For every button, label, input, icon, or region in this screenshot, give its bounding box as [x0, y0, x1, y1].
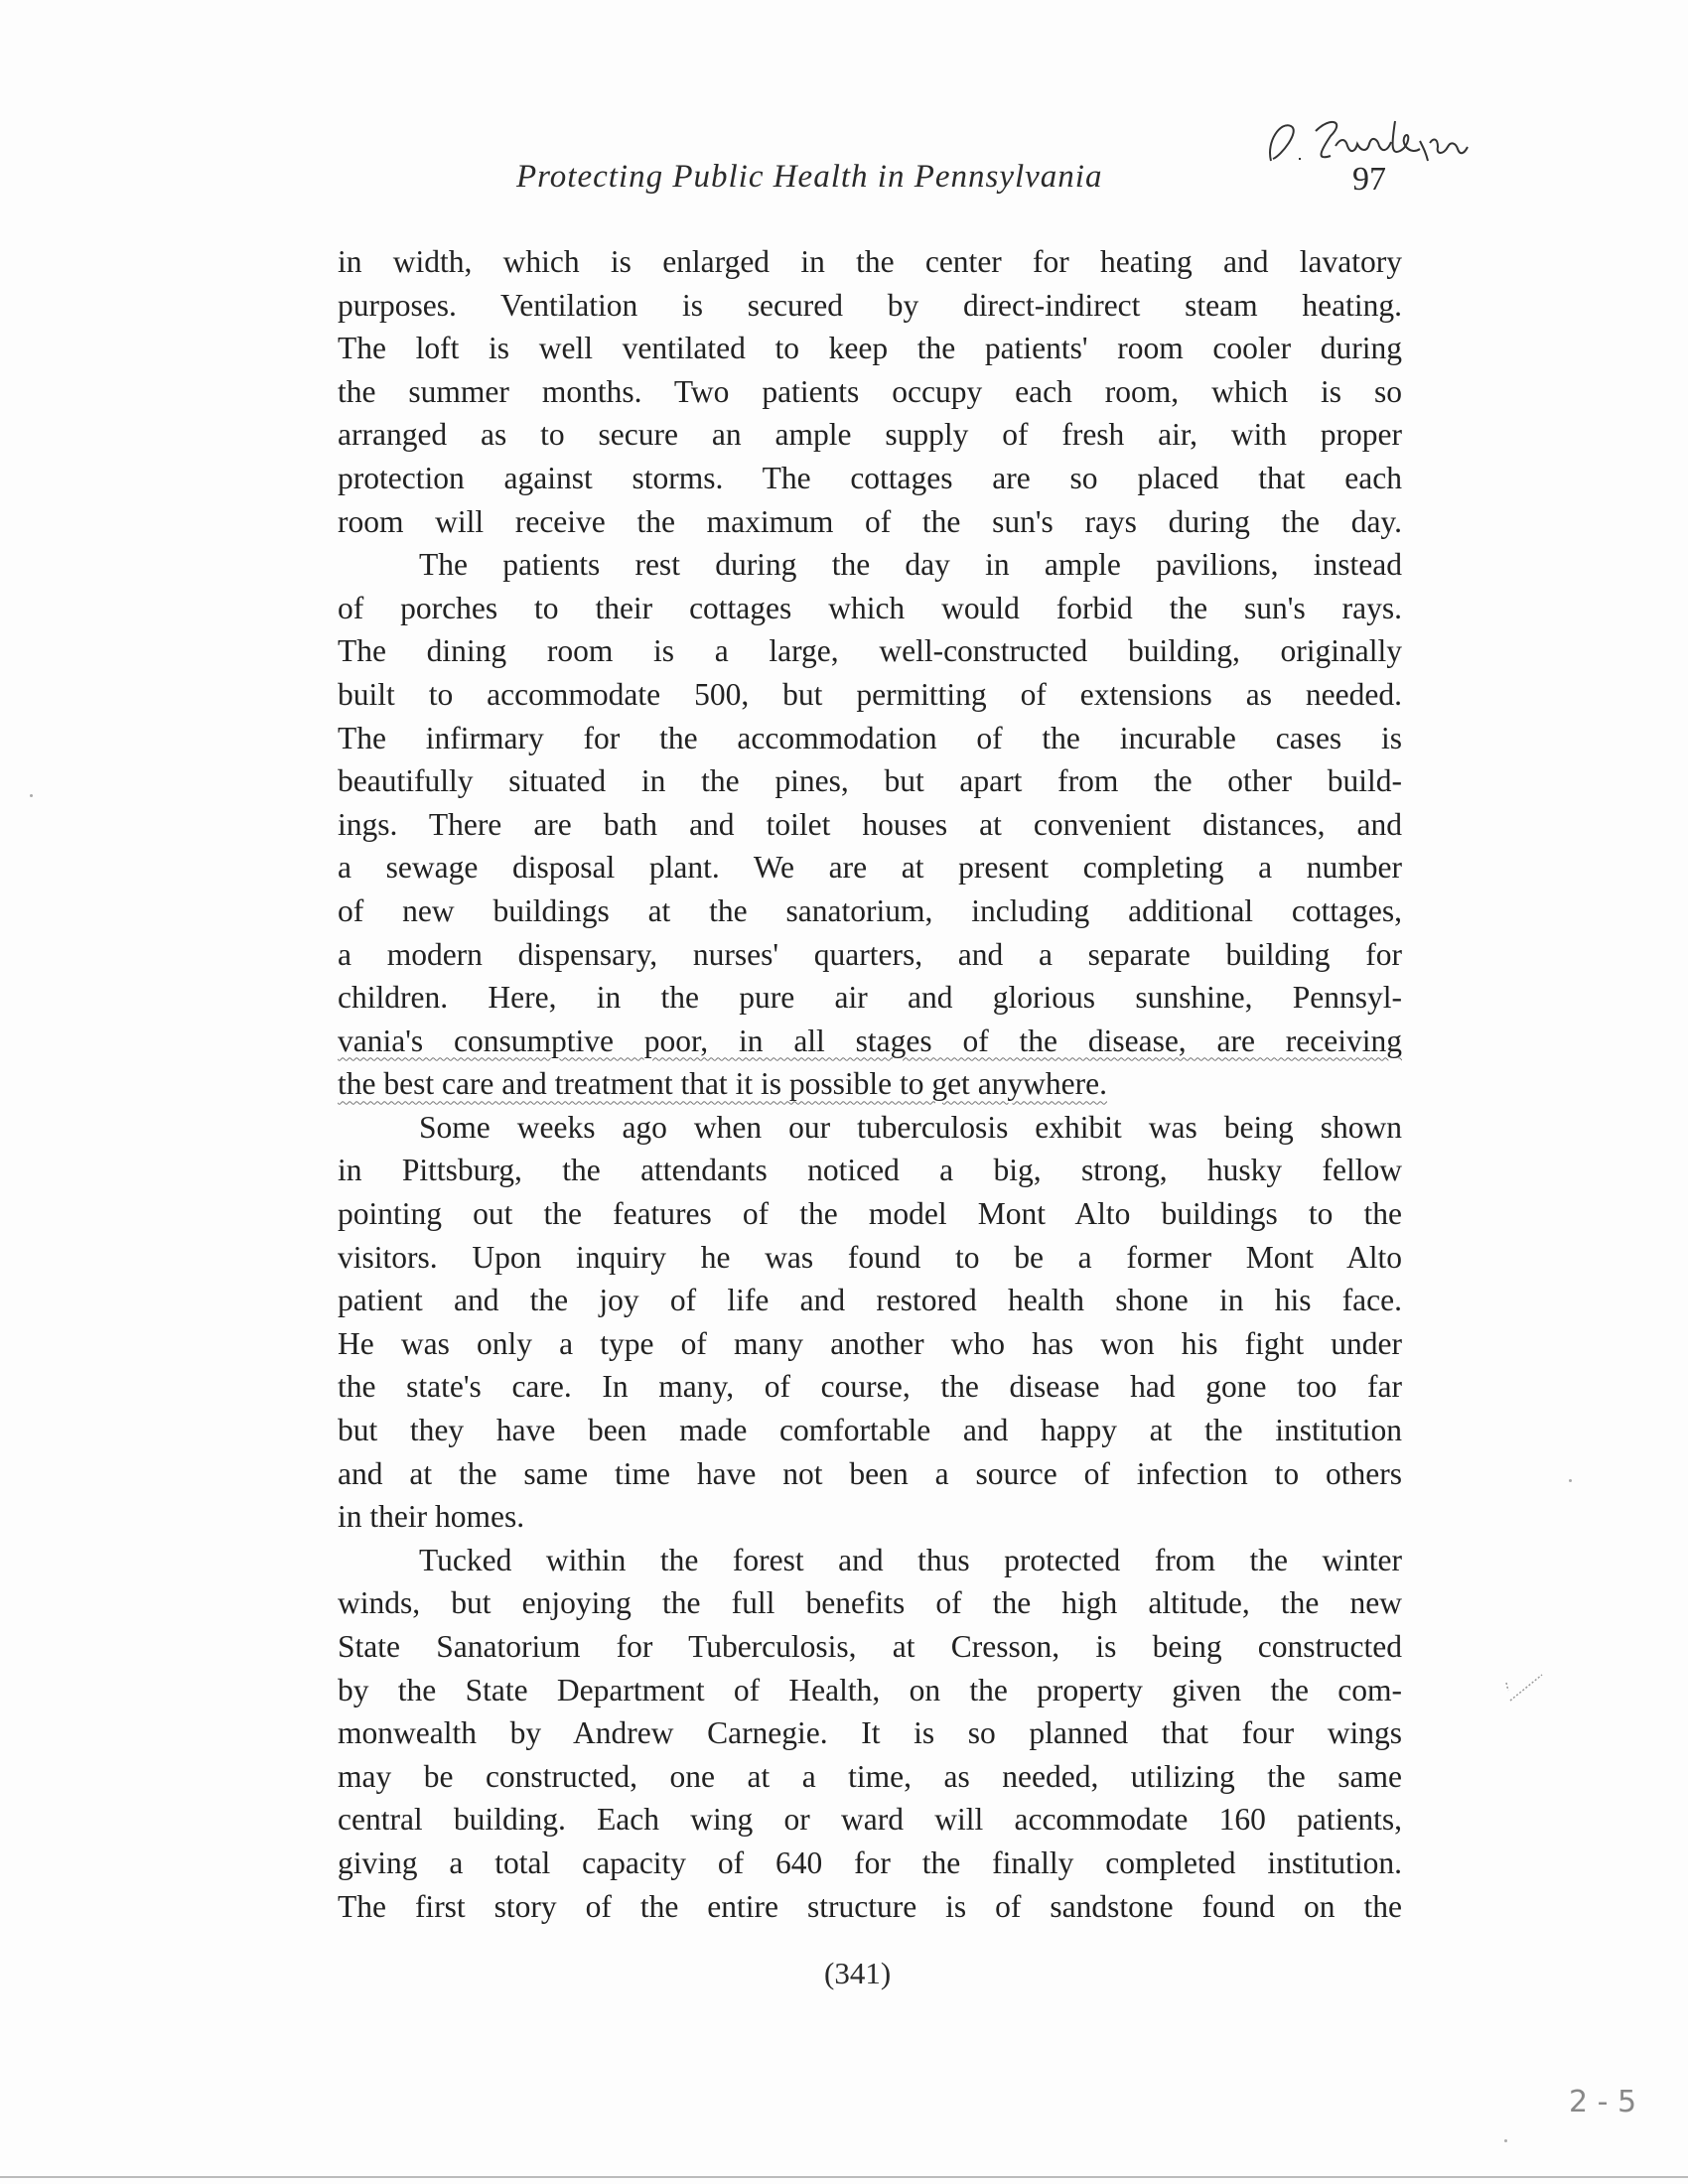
text-line: giving a total capacity of 640 for the finally completed institution. — [338, 1844, 1402, 1880]
text-line: the summer months. Two patients occupy each room, which is so — [338, 373, 1402, 409]
text-line: of porches to their cottages which would forbid the sun's rays. — [338, 590, 1402, 625]
underlined-text-line: the best care and treatment that it is possible to get anywhere. — [338, 1066, 1107, 1102]
running-head: Protecting Public Health in Pennsylvania — [516, 159, 1103, 195]
text-line: pointing out the features of the model Mont Alto buildings to the — [338, 1196, 1402, 1232]
text-line: The patients rest during the day in ample pavilions, instead — [419, 547, 1402, 583]
text-line: in Pittsburg, the attendants noticed a big, strong, husky fellow — [338, 1153, 1402, 1188]
text-line: arranged as to secure an ample supply of fresh air, with proper — [338, 417, 1402, 453]
corner-mark: 2 - 5 — [1569, 2085, 1637, 2119]
text-line: the state's care. In many, of course, the disease had gone too far — [338, 1369, 1402, 1405]
text-line: The dining room is a large, well-constructed building, originally — [338, 633, 1402, 669]
text-line: The first story of the entire structure is of sandstone found on the — [338, 1888, 1402, 1924]
text-line: of new buildings at the sanatorium, including additional cottages, — [338, 892, 1402, 928]
text-line: but they have been made comfortable and happy at the institution — [338, 1413, 1402, 1448]
body-text — [338, 240, 1402, 1928]
paragraph-3 — [338, 1106, 1402, 1539]
text-line: monwealth by Andrew Carnegie. It is so planned that four wings — [338, 1715, 1402, 1751]
text-line: Some weeks ago when our tuberculosis exhibit was being shown — [419, 1109, 1402, 1145]
text-line: and at the same time have not been a source of infection to others — [338, 1455, 1402, 1491]
scan-speck — [1504, 2139, 1507, 2142]
text-line: State Sanatorium for Tuberculosis, at Cresson, is being constructed — [338, 1629, 1402, 1664]
text-line: visitors. Upon inquiry he was found to be a former Mont Alto — [338, 1239, 1402, 1275]
paragraph-1 — [338, 240, 1402, 543]
text-line: room will receive the maximum of the sun's rays during the day. — [338, 503, 1402, 539]
scan-speck — [30, 794, 33, 797]
page-bottom-edge — [0, 2176, 1688, 2178]
text-line: in width, which is enlarged in the center for heating and lavatory — [338, 244, 1402, 279]
text-line: protection against storms. The cottages are so placed that each — [338, 460, 1402, 495]
text-line: The loft is well ventilated to keep the patients' room cooler during — [338, 331, 1402, 366]
paragraph-4 — [338, 1539, 1402, 1928]
text-line: purposes. Ventilation is secured by direct-indirect steam heating. — [338, 287, 1402, 323]
text-line: built to accommodate 500, but permitting of extensions as needed. — [338, 676, 1402, 712]
text-line: Tucked within the forest and thus protected from the winter — [419, 1542, 1402, 1577]
text-line: beautifully situated in the pines, but apart from the other build- — [338, 763, 1402, 799]
text-line: by the State Department of Health, on the property given the com- — [338, 1672, 1402, 1707]
scan-speck — [1569, 1479, 1572, 1482]
underlined-text-line: vania's consumptive poor, in all stages of the disease, are receiving — [338, 1023, 1402, 1058]
page-number: 97 — [1352, 161, 1386, 198]
text-line: He was only a type of many another who has won his fight under — [338, 1325, 1402, 1361]
text-line: winds, but enjoying the full benefits of the high altitude, the new — [338, 1585, 1402, 1621]
folio-number: (341) — [824, 1956, 892, 1990]
text-line: The infirmary for the accommodation of the incurable cases is — [338, 720, 1402, 755]
text-line: children. Here, in the pure air and glorious sunshine, Pennsyl- — [338, 980, 1402, 1016]
text-line: a modern dispensary, nurses' quarters, and a separate building for — [338, 936, 1402, 972]
text-line: central building. Each wing or ward will accommodate 160 patients, — [338, 1802, 1402, 1838]
text-line: a sewage disposal plant. We are at present completing a number — [338, 850, 1402, 886]
paragraph-2 — [338, 543, 1402, 1106]
text-line: patient and the joy of life and restored health shone in his face. — [338, 1283, 1402, 1318]
text-line: may be constructed, one at a time, as needed, utilizing the same — [338, 1758, 1402, 1794]
text-line: ings. There are bath and toilet houses at convenient distances, and — [338, 806, 1402, 842]
text-line: in their homes. — [338, 1499, 525, 1535]
handwritten-signature — [1261, 111, 1539, 171]
margin-check-mark-icon — [1504, 1673, 1544, 1703]
